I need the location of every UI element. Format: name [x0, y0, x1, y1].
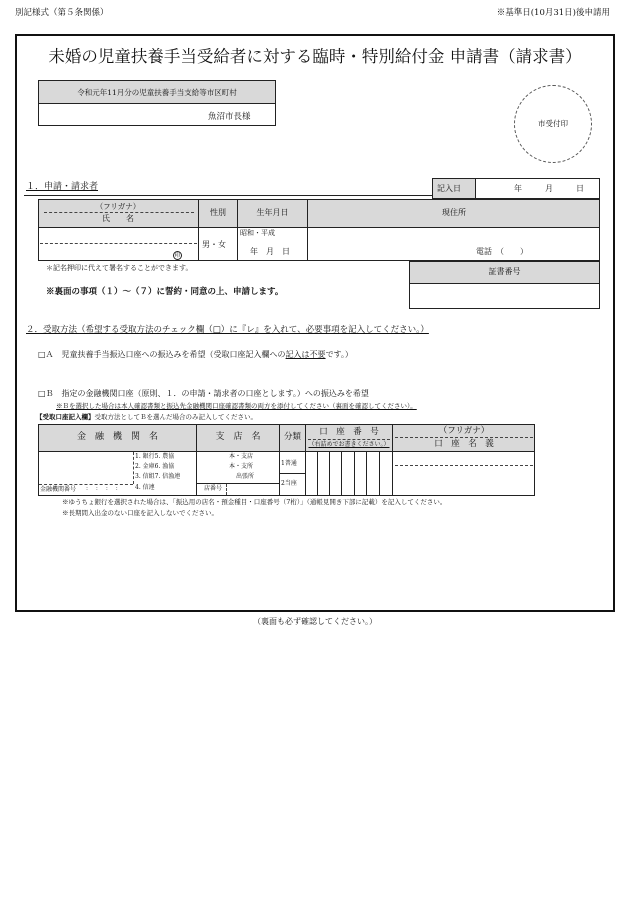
signature-note: ＊記名押印に代えて署名することができます。: [46, 264, 193, 272]
fill-date-month: 月: [545, 184, 553, 193]
bank-name-header: 金 融 機 関 名: [76, 432, 158, 442]
account-heading: 【受取口座記入欄】受取方法としてＢを選んだ場合のみ記入してください。: [36, 413, 257, 421]
fill-date-label: 記入日: [437, 184, 461, 193]
section1-heading: １．申請・請求者: [26, 182, 99, 192]
branch-code-label: 店番号: [204, 485, 223, 492]
branch-header: 支 店 名: [215, 432, 261, 442]
branch-type-1[interactable]: 本・支店: [229, 453, 254, 460]
bank-type-2[interactable]: 2. 金庫6. 漁協: [135, 463, 175, 470]
option-a[interactable]: □Ａ 児童扶養手当振込口座への振込みを希望（受取口座記入欄への記入は不要です。）: [38, 350, 353, 359]
oath-statement: ※裏面の事項（１）～（７）に誓約・同意の上、申請します。: [46, 287, 284, 297]
reception-stamp-label: 市受付印: [538, 119, 568, 128]
footer-note: （裏面も必ず確認してください。）: [253, 617, 377, 626]
account-type-ordinary[interactable]: 1普通: [281, 460, 297, 467]
recipient-name: 魚沼市長様: [208, 112, 251, 122]
fill-date-year: 年: [514, 184, 522, 193]
birthdate-label: 生年月日: [256, 208, 289, 217]
option-b-note: ※Ｂを選択した場合は本人確認書類と振込先金融機関口座確認書類の両方を添付してください（裏面を確認してください）。: [56, 402, 417, 410]
gender-options[interactable]: 男・女: [202, 240, 226, 249]
account-type-header: 分類: [283, 432, 301, 442]
deadline-note: ※基準日(10月31日)後申請用: [496, 8, 610, 18]
bank-code-digits[interactable]: : : : :: [86, 485, 121, 492]
recipient-label: 令和元年11月分の児童扶養手当支給等市区町村: [77, 88, 237, 97]
gender-label: 性別: [210, 208, 226, 217]
birthdate-era: 昭和・平成: [240, 229, 275, 237]
note-dormant: ※長期間入出金のない口座を記入しないでください。: [62, 509, 218, 517]
branch-type-2[interactable]: 本・支所: [229, 463, 254, 470]
certificate-number-label: 証書番号: [488, 267, 521, 276]
option-b[interactable]: □Ｂ 指定の金融機関口座（原則、１．の申請・請求者の口座とします。）への振込みを希望: [38, 389, 369, 398]
note-yucho: ※ゆうちょ銀行を選択された場合は、「振込用の店名・預金種目・口座番号（7桁）」（通帳見開き下部に記載）を記入してください。: [62, 498, 447, 506]
account-number-header: 口 座 番 号: [319, 427, 379, 437]
form-title: 未婚の児童扶養手当受給者に対する臨時・特別給付金 申請書（請求書）: [48, 47, 582, 66]
bank-code-label: 金融機関番号: [40, 486, 77, 493]
form-reference: 別記様式（第５条関係）: [15, 8, 109, 18]
holder-furigana-label: （フリガナ）: [438, 426, 490, 436]
bank-type-1[interactable]: 1. 銀行5. 農協: [135, 453, 175, 460]
phone-field[interactable]: 電話 （ ）: [476, 247, 528, 256]
name-label: 氏 名: [102, 214, 134, 223]
section2-heading: ２．受取方法（希望する受取方法のチェック欄（□）に『レ』を入れて、必要事項を記入してください。）: [26, 325, 429, 335]
branch-type-3[interactable]: 出張所: [236, 473, 255, 480]
fill-date-day: 日: [576, 184, 584, 193]
account-number-subnote: （右詰めでお書きください。）: [308, 441, 390, 448]
holder-name-header: 口 座 名 義: [434, 439, 494, 449]
name-furigana-label: （フリガナ）: [95, 202, 141, 211]
seal-mark: 印: [174, 252, 181, 259]
bank-type-3[interactable]: 3. 信組7. 信漁連: [135, 473, 181, 480]
bank-type-4[interactable]: 4. 信連: [135, 484, 155, 491]
account-type-current[interactable]: 2当座: [281, 480, 297, 487]
address-label: 現住所: [442, 208, 466, 217]
birthdate-field[interactable]: 年 月 日: [250, 247, 290, 256]
